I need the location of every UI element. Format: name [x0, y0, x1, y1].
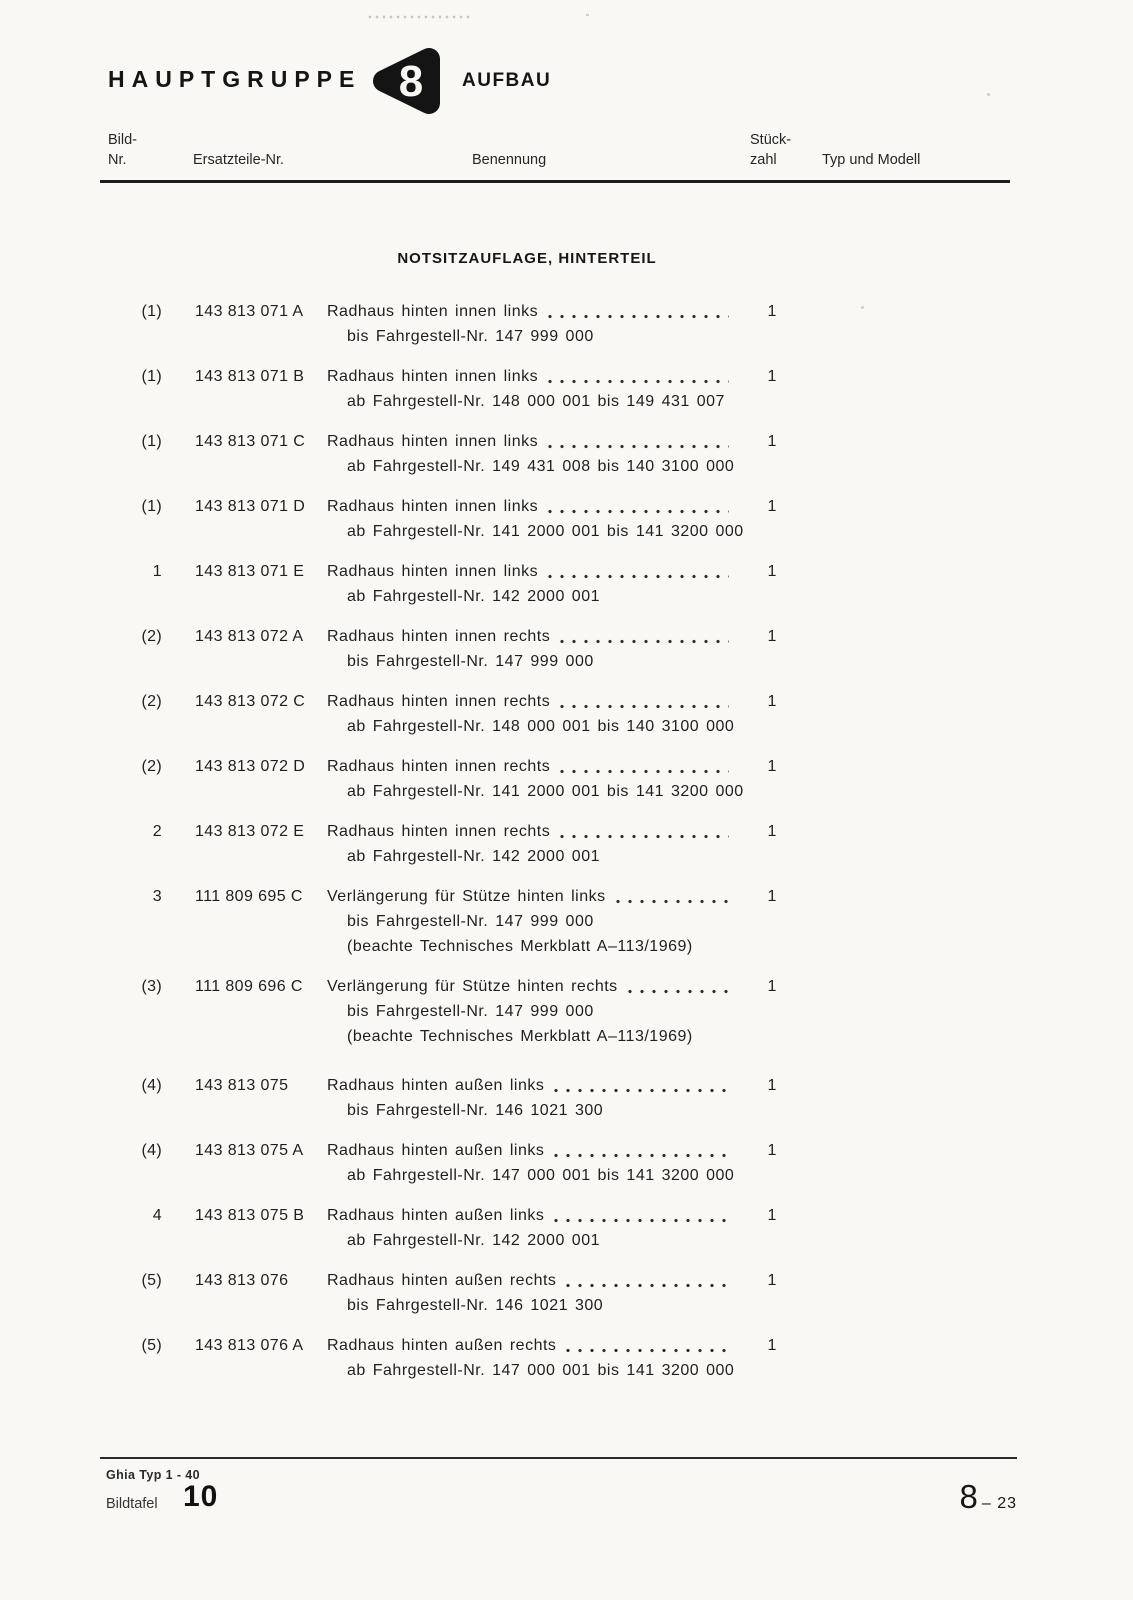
benennung-cell [327, 559, 731, 609]
row-notes [327, 844, 731, 869]
part-name-line [327, 624, 731, 649]
row-notes [327, 1358, 735, 1383]
benennung-cell [327, 1203, 731, 1253]
quantity-cell: 1 [767, 303, 777, 320]
page-group-number: 8 [959, 1478, 978, 1515]
page-number: – 23 [981, 1495, 1017, 1512]
row-note: ab Fahrgestell-Nr. 142 2000 001 [347, 1232, 600, 1249]
column-stueck-line2: zahl [750, 152, 777, 168]
part-name: Radhaus hinten außen rechts [327, 1337, 557, 1354]
quantity-cell: 1 [767, 1207, 777, 1224]
bild-nr-cell: (2) [141, 693, 162, 710]
dot-leader [554, 1084, 729, 1094]
column-bild-line1: Bild- [108, 132, 138, 148]
part-number-cell: 143 813 071 E [195, 563, 305, 580]
part-number-cell: 143 813 072 E [195, 823, 305, 840]
row-note: ab Fahrgestell-Nr. 148 000 001 bis 149 431 007 [347, 393, 725, 410]
benennung-cell [327, 299, 731, 349]
page-reference [880, 1478, 1017, 1516]
benennung-cell [327, 429, 735, 479]
bild-nr-cell: (3) [141, 978, 162, 995]
row-note: bis Fahrgestell-Nr. 147 999 000 [347, 1003, 594, 1020]
group-8-badge-icon [364, 42, 448, 120]
benennung-cell [327, 1138, 735, 1188]
part-name: Radhaus hinten außen links [327, 1207, 545, 1224]
part-name: Radhaus hinten außen links [327, 1142, 545, 1159]
part-name-line [327, 689, 731, 714]
part-name: Radhaus hinten innen links [327, 563, 539, 580]
bild-nr-cell: 4 [152, 1207, 162, 1224]
bild-nr-cell: (1) [141, 303, 162, 320]
masthead [106, 40, 1046, 124]
row-notes [327, 454, 735, 479]
column-header [106, 130, 1033, 180]
benennung-cell [327, 754, 744, 804]
row-note: ab Fahrgestell-Nr. 148 000 001 bis 140 3100 000 [347, 718, 735, 735]
dot-leader [548, 505, 729, 515]
part-name: Radhaus hinten außen links [327, 1077, 545, 1094]
table-row [106, 1073, 1053, 1123]
row-note: (beachte Technisches Merkblatt A–113/1969) [347, 1028, 693, 1045]
hauptgruppe-label: HAUPTGRUPPE [108, 66, 362, 92]
row-note: bis Fahrgestell-Nr. 147 999 000 [347, 913, 594, 930]
column-benennung: Benennung [472, 152, 547, 168]
quantity-cell: 1 [767, 563, 777, 580]
table-row [106, 689, 1053, 739]
table-row [106, 1268, 1053, 1318]
quantity-cell: 1 [767, 978, 777, 995]
table-row [106, 624, 1053, 674]
row-note: ab Fahrgestell-Nr. 147 000 001 bis 141 3200 000 [347, 1362, 735, 1379]
row-note: ab Fahrgestell-Nr. 142 2000 001 [347, 588, 600, 605]
bildtafel-number: 10 [183, 1480, 219, 1513]
scan-artifact [368, 15, 472, 19]
quantity-cell: 1 [767, 1337, 777, 1354]
column-typ-und-modell: Typ und Modell [822, 152, 921, 168]
row-note: bis Fahrgestell-Nr. 146 1021 300 [347, 1102, 604, 1119]
row-note: ab Fahrgestell-Nr. 147 000 001 bis 141 3200 000 [347, 1167, 735, 1184]
quantity-cell: 1 [767, 628, 777, 645]
quantity-cell: 1 [767, 758, 777, 775]
part-name: Radhaus hinten innen links [327, 303, 539, 320]
part-name: Radhaus hinten innen rechts [327, 823, 551, 840]
dot-leader [566, 1344, 729, 1354]
dot-leader [560, 830, 729, 840]
row-note: ab Fahrgestell-Nr. 149 431 008 bis 140 3100 000 [347, 458, 735, 475]
dot-leader [616, 895, 729, 905]
table-row [106, 364, 1053, 414]
parts-table [106, 299, 1053, 1398]
quantity-cell: 1 [767, 1142, 777, 1159]
benennung-cell [327, 1268, 731, 1318]
part-name: Verlängerung für Stütze hinten links [327, 888, 606, 905]
part-number-cell: 143 813 075 [195, 1077, 289, 1094]
benennung-cell [327, 819, 731, 869]
part-name: Verlängerung für Stütze hinten rechts [327, 978, 618, 995]
quantity-cell: 1 [767, 823, 777, 840]
column-ersatzteile-nr: Ersatzteile-Nr. [193, 152, 285, 168]
part-name: Radhaus hinten außen rechts [327, 1272, 557, 1289]
row-note: ab Fahrgestell-Nr. 142 2000 001 [347, 848, 600, 865]
part-name-line [327, 299, 731, 324]
dot-leader [548, 375, 729, 385]
part-number-cell: 143 813 072 C [195, 693, 306, 710]
row-notes [327, 779, 744, 804]
bild-nr-cell: 2 [152, 823, 162, 840]
section-title: NOTSITZAUFLAGE, HINTERTEIL [397, 250, 657, 267]
row-notes [327, 999, 731, 1049]
benennung-cell [327, 1073, 731, 1123]
part-name: Radhaus hinten innen links [327, 433, 539, 450]
row-note: (beachte Technisches Merkblatt A–113/1969) [347, 938, 693, 955]
part-name: Radhaus hinten innen links [327, 368, 539, 385]
part-number-cell: 143 813 071 B [195, 368, 305, 385]
part-number-cell: 143 813 071 C [195, 433, 306, 450]
row-notes [327, 1098, 731, 1123]
part-name-line [327, 1073, 731, 1098]
part-name: Radhaus hinten innen rechts [327, 758, 551, 775]
row-notes [327, 324, 731, 349]
aufbau-label: AUFBAU [462, 70, 552, 91]
row-notes [327, 909, 731, 959]
part-name-line [327, 559, 731, 584]
bildtafel-label: Bildtafel [106, 1496, 158, 1512]
table-row [106, 1203, 1053, 1253]
bild-nr-cell: (2) [141, 758, 162, 775]
part-name: Radhaus hinten innen links [327, 498, 539, 515]
quantity-cell: 1 [767, 498, 777, 515]
part-name-line [327, 1138, 731, 1163]
part-name-line [327, 429, 731, 454]
part-number-cell: 143 813 072 D [195, 758, 306, 775]
row-note: bis Fahrgestell-Nr. 147 999 000 [347, 328, 594, 345]
part-number-cell: 143 813 075 A [195, 1142, 304, 1159]
bild-nr-cell: 1 [152, 563, 162, 580]
part-name-line [327, 1203, 731, 1228]
quantity-cell: 1 [767, 1077, 777, 1094]
benennung-cell [327, 974, 731, 1049]
dot-leader [548, 310, 729, 320]
quantity-cell: 1 [767, 433, 777, 450]
bild-nr-cell: 3 [152, 888, 162, 905]
quantity-cell: 1 [767, 1272, 777, 1289]
quantity-cell: 1 [767, 888, 777, 905]
series-label: Ghia Typ 1 - 40 [106, 1468, 200, 1482]
table-row [106, 1333, 1053, 1383]
part-name-line [327, 819, 731, 844]
row-note: ab Fahrgestell-Nr. 141 2000 001 bis 141 3200 000 [347, 523, 744, 540]
quantity-cell: 1 [767, 368, 777, 385]
part-name: Radhaus hinten innen rechts [327, 628, 551, 645]
table-row [106, 559, 1053, 609]
benennung-cell [327, 689, 735, 739]
benennung-cell [327, 624, 731, 674]
table-row [106, 299, 1053, 349]
table-row [106, 974, 1053, 1049]
row-note: bis Fahrgestell-Nr. 146 1021 300 [347, 1297, 604, 1314]
part-number-cell: 143 813 076 [195, 1272, 289, 1289]
dot-leader [628, 985, 729, 995]
part-number-cell: 143 813 075 B [195, 1207, 305, 1224]
part-name-line [327, 1333, 731, 1358]
benennung-cell [327, 364, 731, 414]
quantity-cell: 1 [767, 693, 777, 710]
benennung-cell [327, 884, 731, 959]
table-row [106, 429, 1053, 479]
bild-nr-cell: (1) [141, 498, 162, 515]
part-number-cell: 143 813 076 A [195, 1337, 304, 1354]
dot-leader [560, 700, 729, 710]
bild-nr-cell: (1) [141, 433, 162, 450]
row-notes [327, 1228, 731, 1253]
bild-nr-cell: (5) [141, 1337, 162, 1354]
bild-nr-cell: (1) [141, 368, 162, 385]
column-stueck-line1: Stück- [750, 132, 792, 148]
part-name: Radhaus hinten innen rechts [327, 693, 551, 710]
part-name-line [327, 974, 731, 999]
dot-leader [560, 635, 729, 645]
row-notes [327, 1163, 735, 1188]
dot-leader [554, 1149, 729, 1159]
bild-nr-cell: (2) [141, 628, 162, 645]
dot-leader [560, 765, 729, 775]
scan-artifact [586, 14, 589, 16]
column-bild-line2: Nr. [108, 152, 127, 168]
footer-rule [100, 1457, 1017, 1459]
table-row [106, 1138, 1053, 1188]
part-number-cell: 143 813 072 A [195, 628, 304, 645]
group-number: 8 [398, 57, 424, 106]
row-notes [327, 649, 731, 674]
part-name-line [327, 884, 731, 909]
part-name-line [327, 364, 731, 389]
row-note: bis Fahrgestell-Nr. 147 999 000 [347, 653, 594, 670]
row-notes [327, 389, 731, 414]
part-name-line [327, 1268, 731, 1293]
benennung-cell [327, 494, 744, 544]
row-notes [327, 584, 731, 609]
part-name-line [327, 754, 731, 779]
table-row [106, 494, 1053, 544]
dot-leader [554, 1214, 729, 1224]
dot-leader [566, 1279, 729, 1289]
table-row [106, 884, 1053, 959]
row-notes [327, 1293, 731, 1318]
dot-leader [548, 570, 729, 580]
row-note: ab Fahrgestell-Nr. 141 2000 001 bis 141 3200 000 [347, 783, 744, 800]
bild-nr-cell: (4) [141, 1077, 162, 1094]
part-number-cell: 111 809 695 C [195, 888, 303, 905]
row-notes [327, 519, 744, 544]
benennung-cell [327, 1333, 735, 1383]
row-notes [327, 714, 735, 739]
table-row [106, 754, 1053, 804]
part-number-cell: 111 809 696 C [195, 978, 303, 995]
header-rule [100, 180, 1010, 183]
part-number-cell: 143 813 071 A [195, 303, 304, 320]
bild-nr-cell: (4) [141, 1142, 162, 1159]
part-number-cell: 143 813 071 D [195, 498, 306, 515]
part-name-line [327, 494, 731, 519]
bild-nr-cell: (5) [141, 1272, 162, 1289]
table-row [106, 819, 1053, 869]
dot-leader [548, 440, 729, 450]
